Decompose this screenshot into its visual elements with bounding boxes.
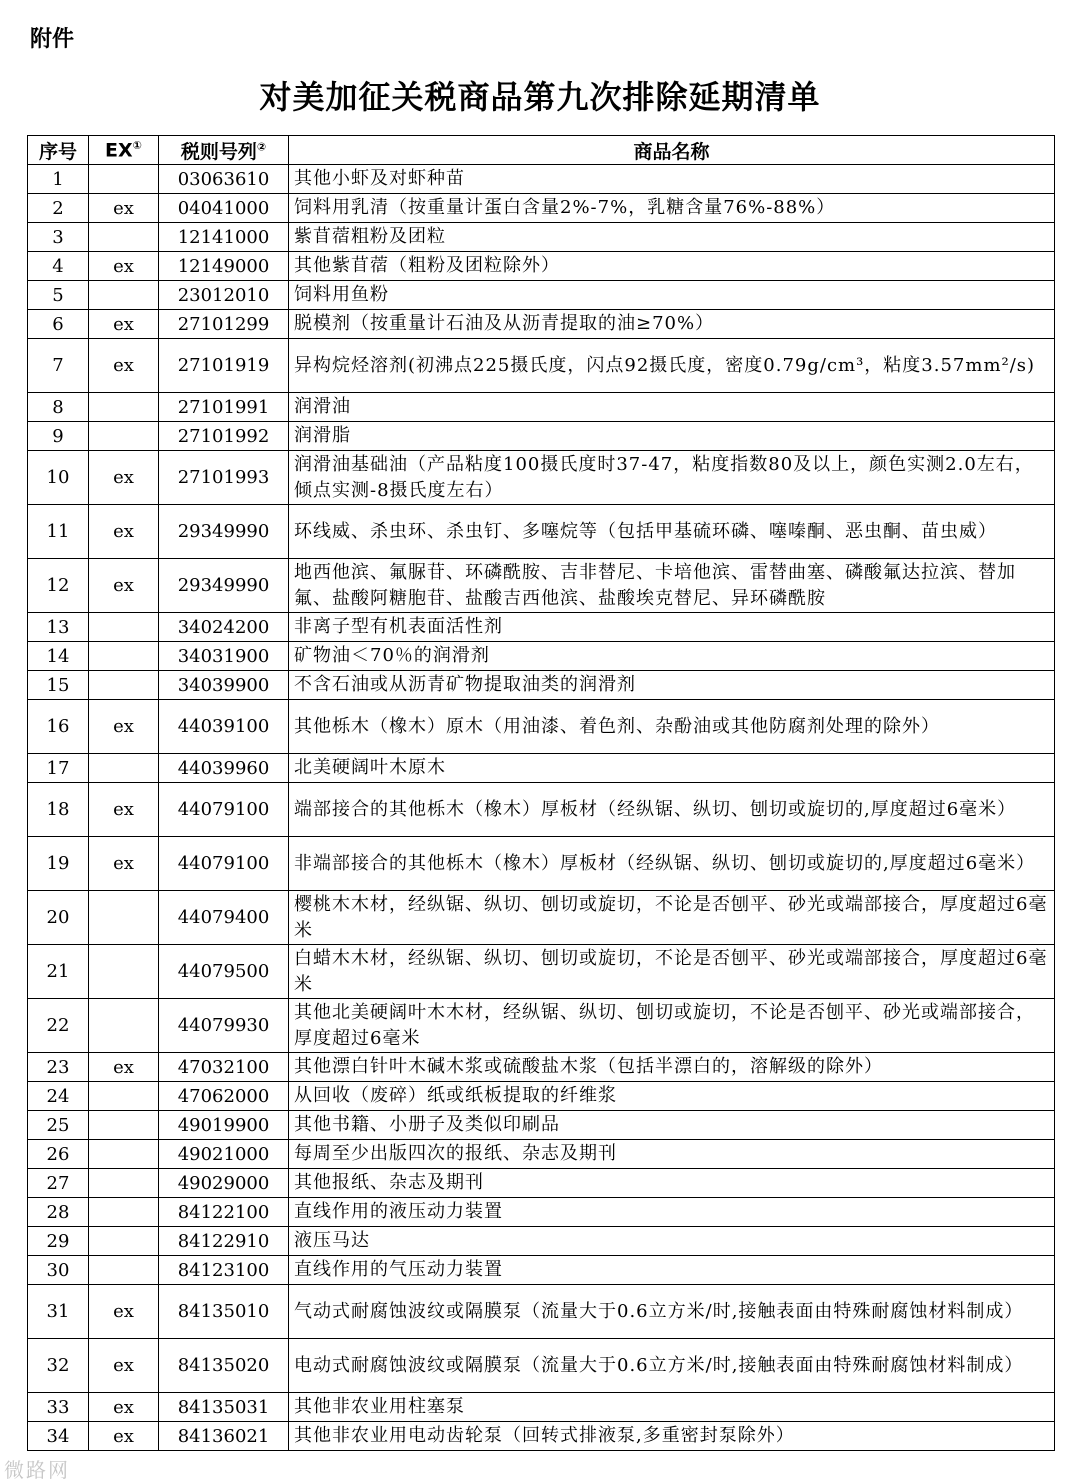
ex-cell: ex	[89, 310, 159, 339]
table-row	[28, 1140, 1055, 1169]
serial-cell: 24	[28, 1082, 89, 1111]
tariff-code-cell: 84135031	[159, 1393, 289, 1422]
ex-cell: ex	[89, 837, 159, 891]
table-row	[28, 642, 1055, 671]
tariff-code-cell: 34031900	[159, 642, 289, 671]
serial-cell: 3	[28, 223, 89, 252]
serial-cell: 21	[28, 945, 89, 999]
header-ex	[89, 136, 159, 165]
tariff-code-cell: 44079500	[159, 945, 289, 999]
table-row	[28, 891, 1055, 945]
header-serial: 序号	[28, 136, 89, 165]
serial-cell: 25	[28, 1111, 89, 1140]
ex-cell	[89, 642, 159, 671]
ex-cell	[89, 223, 159, 252]
footnote-2-marker: ②	[256, 140, 267, 154]
ex-cell	[89, 1256, 159, 1285]
tariff-code-cell: 27101299	[159, 310, 289, 339]
tariff-code-cell: 84135020	[159, 1339, 289, 1393]
serial-cell: 10	[28, 451, 89, 505]
serial-cell: 4	[28, 252, 89, 281]
ex-cell: ex	[89, 559, 159, 613]
tariff-code-cell: 29349990	[159, 505, 289, 559]
product-name-cell: 其他小虾及对虾种苗	[289, 165, 1055, 194]
tariff-code-cell: 34039900	[159, 671, 289, 700]
product-name-cell: 其他栎木（橡木）原木（用油漆、着色剂、杂酚油或其他防腐剂处理的除外）	[289, 700, 1055, 754]
table-row	[28, 1053, 1055, 1082]
tariff-code-cell: 04041000	[159, 194, 289, 223]
ex-cell: ex	[89, 1053, 159, 1082]
table-row	[28, 1111, 1055, 1140]
ex-cell	[89, 281, 159, 310]
product-name-cell: 饲料用乳清（按重量计蛋白含量2%-7%，乳糖含量76%-88%）	[289, 194, 1055, 223]
product-name-cell: 脱模剂（按重量计石油及从沥青提取的油≥70%）	[289, 310, 1055, 339]
serial-cell: 16	[28, 700, 89, 754]
tariff-code-cell: 44079400	[159, 891, 289, 945]
ex-cell	[89, 422, 159, 451]
table-row	[28, 310, 1055, 339]
ex-cell: ex	[89, 1339, 159, 1393]
table-row	[28, 1227, 1055, 1256]
serial-cell: 13	[28, 613, 89, 642]
serial-cell: 22	[28, 999, 89, 1053]
product-name-cell: 润滑油	[289, 393, 1055, 422]
ex-cell: ex	[89, 194, 159, 223]
serial-cell: 18	[28, 783, 89, 837]
serial-cell: 17	[28, 754, 89, 783]
ex-cell	[89, 1140, 159, 1169]
tariff-code-cell: 84135010	[159, 1285, 289, 1339]
product-name-cell: 饲料用鱼粉	[289, 281, 1055, 310]
serial-cell: 31	[28, 1285, 89, 1339]
table-row	[28, 1198, 1055, 1227]
ex-cell	[89, 999, 159, 1053]
serial-cell: 1	[28, 165, 89, 194]
serial-cell: 12	[28, 559, 89, 613]
ex-cell: ex	[89, 1393, 159, 1422]
tariff-code-cell: 49021000	[159, 1140, 289, 1169]
table-header-row	[28, 136, 1055, 165]
ex-cell	[89, 754, 159, 783]
table-row	[28, 999, 1055, 1053]
product-name-cell: 樱桃木木材，经纵锯、纵切、刨切或旋切，不论是否刨平、砂光或端部接合，厚度超过6毫米	[289, 891, 1055, 945]
ex-cell: ex	[89, 700, 159, 754]
serial-cell: 11	[28, 505, 89, 559]
tariff-code-cell: 84122100	[159, 1198, 289, 1227]
product-name-cell: 每周至少出版四次的报纸、杂志及期刊	[289, 1140, 1055, 1169]
ex-cell	[89, 671, 159, 700]
ex-cell	[89, 165, 159, 194]
table-row	[28, 1285, 1055, 1339]
watermark: 微路网	[4, 1458, 70, 1482]
tariff-code-cell: 44039100	[159, 700, 289, 754]
tariff-code-cell: 47032100	[159, 1053, 289, 1082]
tariff-code-cell: 49029000	[159, 1169, 289, 1198]
product-name-cell: 端部接合的其他栎木（橡木）厚板材（经纵锯、纵切、刨切或旋切的,厚度超过6毫米）	[289, 783, 1055, 837]
table-row	[28, 1422, 1055, 1451]
table-row	[28, 671, 1055, 700]
tariff-code-cell: 84122910	[159, 1227, 289, 1256]
serial-cell: 2	[28, 194, 89, 223]
product-name-cell: 其他紫苜蓿（粗粉及团粒除外）	[289, 252, 1055, 281]
header-ex-label: EX	[105, 139, 133, 162]
product-name-cell: 其他书籍、小册子及类似印刷品	[289, 1111, 1055, 1140]
ex-cell	[89, 1169, 159, 1198]
ex-cell	[89, 1227, 159, 1256]
tariff-code-cell: 29349990	[159, 559, 289, 613]
tariff-code-cell: 49019900	[159, 1111, 289, 1140]
product-name-cell: 矿物油＜70％的润滑剂	[289, 642, 1055, 671]
tariff-code-cell: 27101992	[159, 422, 289, 451]
tariff-code-cell: 84123100	[159, 1256, 289, 1285]
product-name-cell: 润滑油基础油（产品粘度100摄氏度时37-47，粘度指数80及以上，颜色实测2.0左右，倾点实测-8摄氏度左右）	[289, 451, 1055, 505]
tariff-code-cell: 44039960	[159, 754, 289, 783]
table-row	[28, 451, 1055, 505]
serial-cell: 6	[28, 310, 89, 339]
table-row	[28, 1339, 1055, 1393]
tariff-code-cell: 44079100	[159, 837, 289, 891]
serial-cell: 32	[28, 1339, 89, 1393]
product-name-cell: 环线威、杀虫环、杀虫钉、多噻烷等（包括甲基硫环磷、噻嗪酮、恶虫酮、苗虫威）	[289, 505, 1055, 559]
serial-cell: 27	[28, 1169, 89, 1198]
product-name-cell: 直线作用的气压动力装置	[289, 1256, 1055, 1285]
ex-cell: ex	[89, 451, 159, 505]
product-name-cell: 白蜡木木材，经纵锯、纵切、刨切或旋切，不论是否刨平、砂光或端部接合，厚度超过6毫米	[289, 945, 1055, 999]
product-name-cell: 不含石油或从沥青矿物提取油类的润滑剂	[289, 671, 1055, 700]
ex-cell	[89, 945, 159, 999]
ex-cell	[89, 393, 159, 422]
ex-cell	[89, 891, 159, 945]
tariff-code-cell: 34024200	[159, 613, 289, 642]
product-name-cell: 其他非农业用电动齿轮泵（回转式排液泵,多重密封泵除外）	[289, 1422, 1055, 1451]
product-name-cell: 异构烷烃溶剂(初沸点225摄氏度，闪点92摄氏度，密度0.79g/cm³，粘度3.57mm²/s)	[289, 339, 1055, 393]
attachment-label: 附件	[30, 27, 75, 52]
product-name-cell: 气动式耐腐蚀波纹或隔膜泵（流量大于0.6立方米/时,接触表面由特殊耐腐蚀材料制成）	[289, 1285, 1055, 1339]
tariff-code-cell: 27101919	[159, 339, 289, 393]
ex-cell: ex	[89, 1422, 159, 1451]
tariff-code-cell: 12149000	[159, 252, 289, 281]
ex-cell	[89, 613, 159, 642]
product-name-cell: 其他漂白针叶木碱木浆或硫酸盐木浆（包括半漂白的，溶解级的除外）	[289, 1053, 1055, 1082]
serial-cell: 29	[28, 1227, 89, 1256]
serial-cell: 8	[28, 393, 89, 422]
table-row	[28, 559, 1055, 613]
document-title: 对美加征关税商品第九次排除延期清单	[259, 78, 821, 116]
table-row	[28, 223, 1055, 252]
ex-cell	[89, 1198, 159, 1227]
serial-cell: 5	[28, 281, 89, 310]
serial-cell: 26	[28, 1140, 89, 1169]
header-product-name: 商品名称	[289, 136, 1055, 165]
table-row	[28, 339, 1055, 393]
table-row	[28, 613, 1055, 642]
table-row	[28, 252, 1055, 281]
product-name-cell: 地西他滨、氟脲苷、环磷酰胺、吉非替尼、卡培他滨、雷替曲塞、磷酸氟达拉滨、替加氟、盐酸阿糖胞苷、盐酸吉西他滨、盐酸埃克替尼、异环磷酰胺	[289, 559, 1055, 613]
ex-cell: ex	[89, 252, 159, 281]
product-name-cell: 液压马达	[289, 1227, 1055, 1256]
tariff-code-cell: 44079100	[159, 783, 289, 837]
serial-cell: 30	[28, 1256, 89, 1285]
table-row	[28, 505, 1055, 559]
table-body	[28, 165, 1055, 1451]
ex-cell: ex	[89, 783, 159, 837]
ex-cell	[89, 1082, 159, 1111]
header-tariff-code-label: 税则号列	[180, 140, 257, 163]
table-row	[28, 422, 1055, 451]
product-name-cell: 电动式耐腐蚀波纹或隔膜泵（流量大于0.6立方米/时,接触表面由特殊耐腐蚀材料制成）	[289, 1339, 1055, 1393]
product-name-cell: 直线作用的液压动力装置	[289, 1198, 1055, 1227]
table-row	[28, 837, 1055, 891]
serial-cell: 20	[28, 891, 89, 945]
table-row	[28, 1169, 1055, 1198]
tariff-code-cell: 23012010	[159, 281, 289, 310]
ex-cell: ex	[89, 505, 159, 559]
header-tariff-code	[159, 136, 289, 165]
tariff-code-cell: 12141000	[159, 223, 289, 252]
tariff-code-cell: 27101993	[159, 451, 289, 505]
table-row	[28, 393, 1055, 422]
table-row	[28, 945, 1055, 999]
tariff-code-cell: 44079930	[159, 999, 289, 1053]
product-name-cell: 非离子型有机表面活性剂	[289, 613, 1055, 642]
table-row	[28, 1393, 1055, 1422]
table-row	[28, 1082, 1055, 1111]
serial-cell: 23	[28, 1053, 89, 1082]
tariff-code-cell: 27101991	[159, 393, 289, 422]
product-name-cell: 紫苜蓿粗粉及团粒	[289, 223, 1055, 252]
tariff-code-cell: 84136021	[159, 1422, 289, 1451]
ex-cell: ex	[89, 1285, 159, 1339]
table-row	[28, 754, 1055, 783]
serial-cell: 9	[28, 422, 89, 451]
serial-cell: 14	[28, 642, 89, 671]
product-name-cell: 润滑脂	[289, 422, 1055, 451]
table-row	[28, 281, 1055, 310]
table-row	[28, 165, 1055, 194]
product-name-cell: 北美硬阔叶木原木	[289, 754, 1055, 783]
serial-cell: 7	[28, 339, 89, 393]
serial-cell: 34	[28, 1422, 89, 1451]
table-row	[28, 700, 1055, 754]
product-name-cell: 其他非农业用柱塞泵	[289, 1393, 1055, 1422]
table-row	[28, 783, 1055, 837]
tariff-code-cell: 03063610	[159, 165, 289, 194]
tariff-exclusion-table	[27, 135, 1055, 1451]
serial-cell: 33	[28, 1393, 89, 1422]
product-name-cell: 从回收（废碎）纸或纸板提取的纤维浆	[289, 1082, 1055, 1111]
table-row	[28, 194, 1055, 223]
table-row	[28, 1256, 1055, 1285]
ex-cell: ex	[89, 339, 159, 393]
serial-cell: 15	[28, 671, 89, 700]
serial-cell: 19	[28, 837, 89, 891]
product-name-cell: 其他报纸、杂志及期刊	[289, 1169, 1055, 1198]
footnote-1-marker: ①	[132, 138, 142, 152]
ex-cell	[89, 1111, 159, 1140]
product-name-cell: 其他北美硬阔叶木木材，经纵锯、纵切、刨切或旋切，不论是否刨平、砂光或端部接合，厚度超过6毫米	[289, 999, 1055, 1053]
tariff-code-cell: 47062000	[159, 1082, 289, 1111]
serial-cell: 28	[28, 1198, 89, 1227]
product-name-cell: 非端部接合的其他栎木（橡木）厚板材（经纵锯、纵切、刨切或旋切的,厚度超过6毫米）	[289, 837, 1055, 891]
